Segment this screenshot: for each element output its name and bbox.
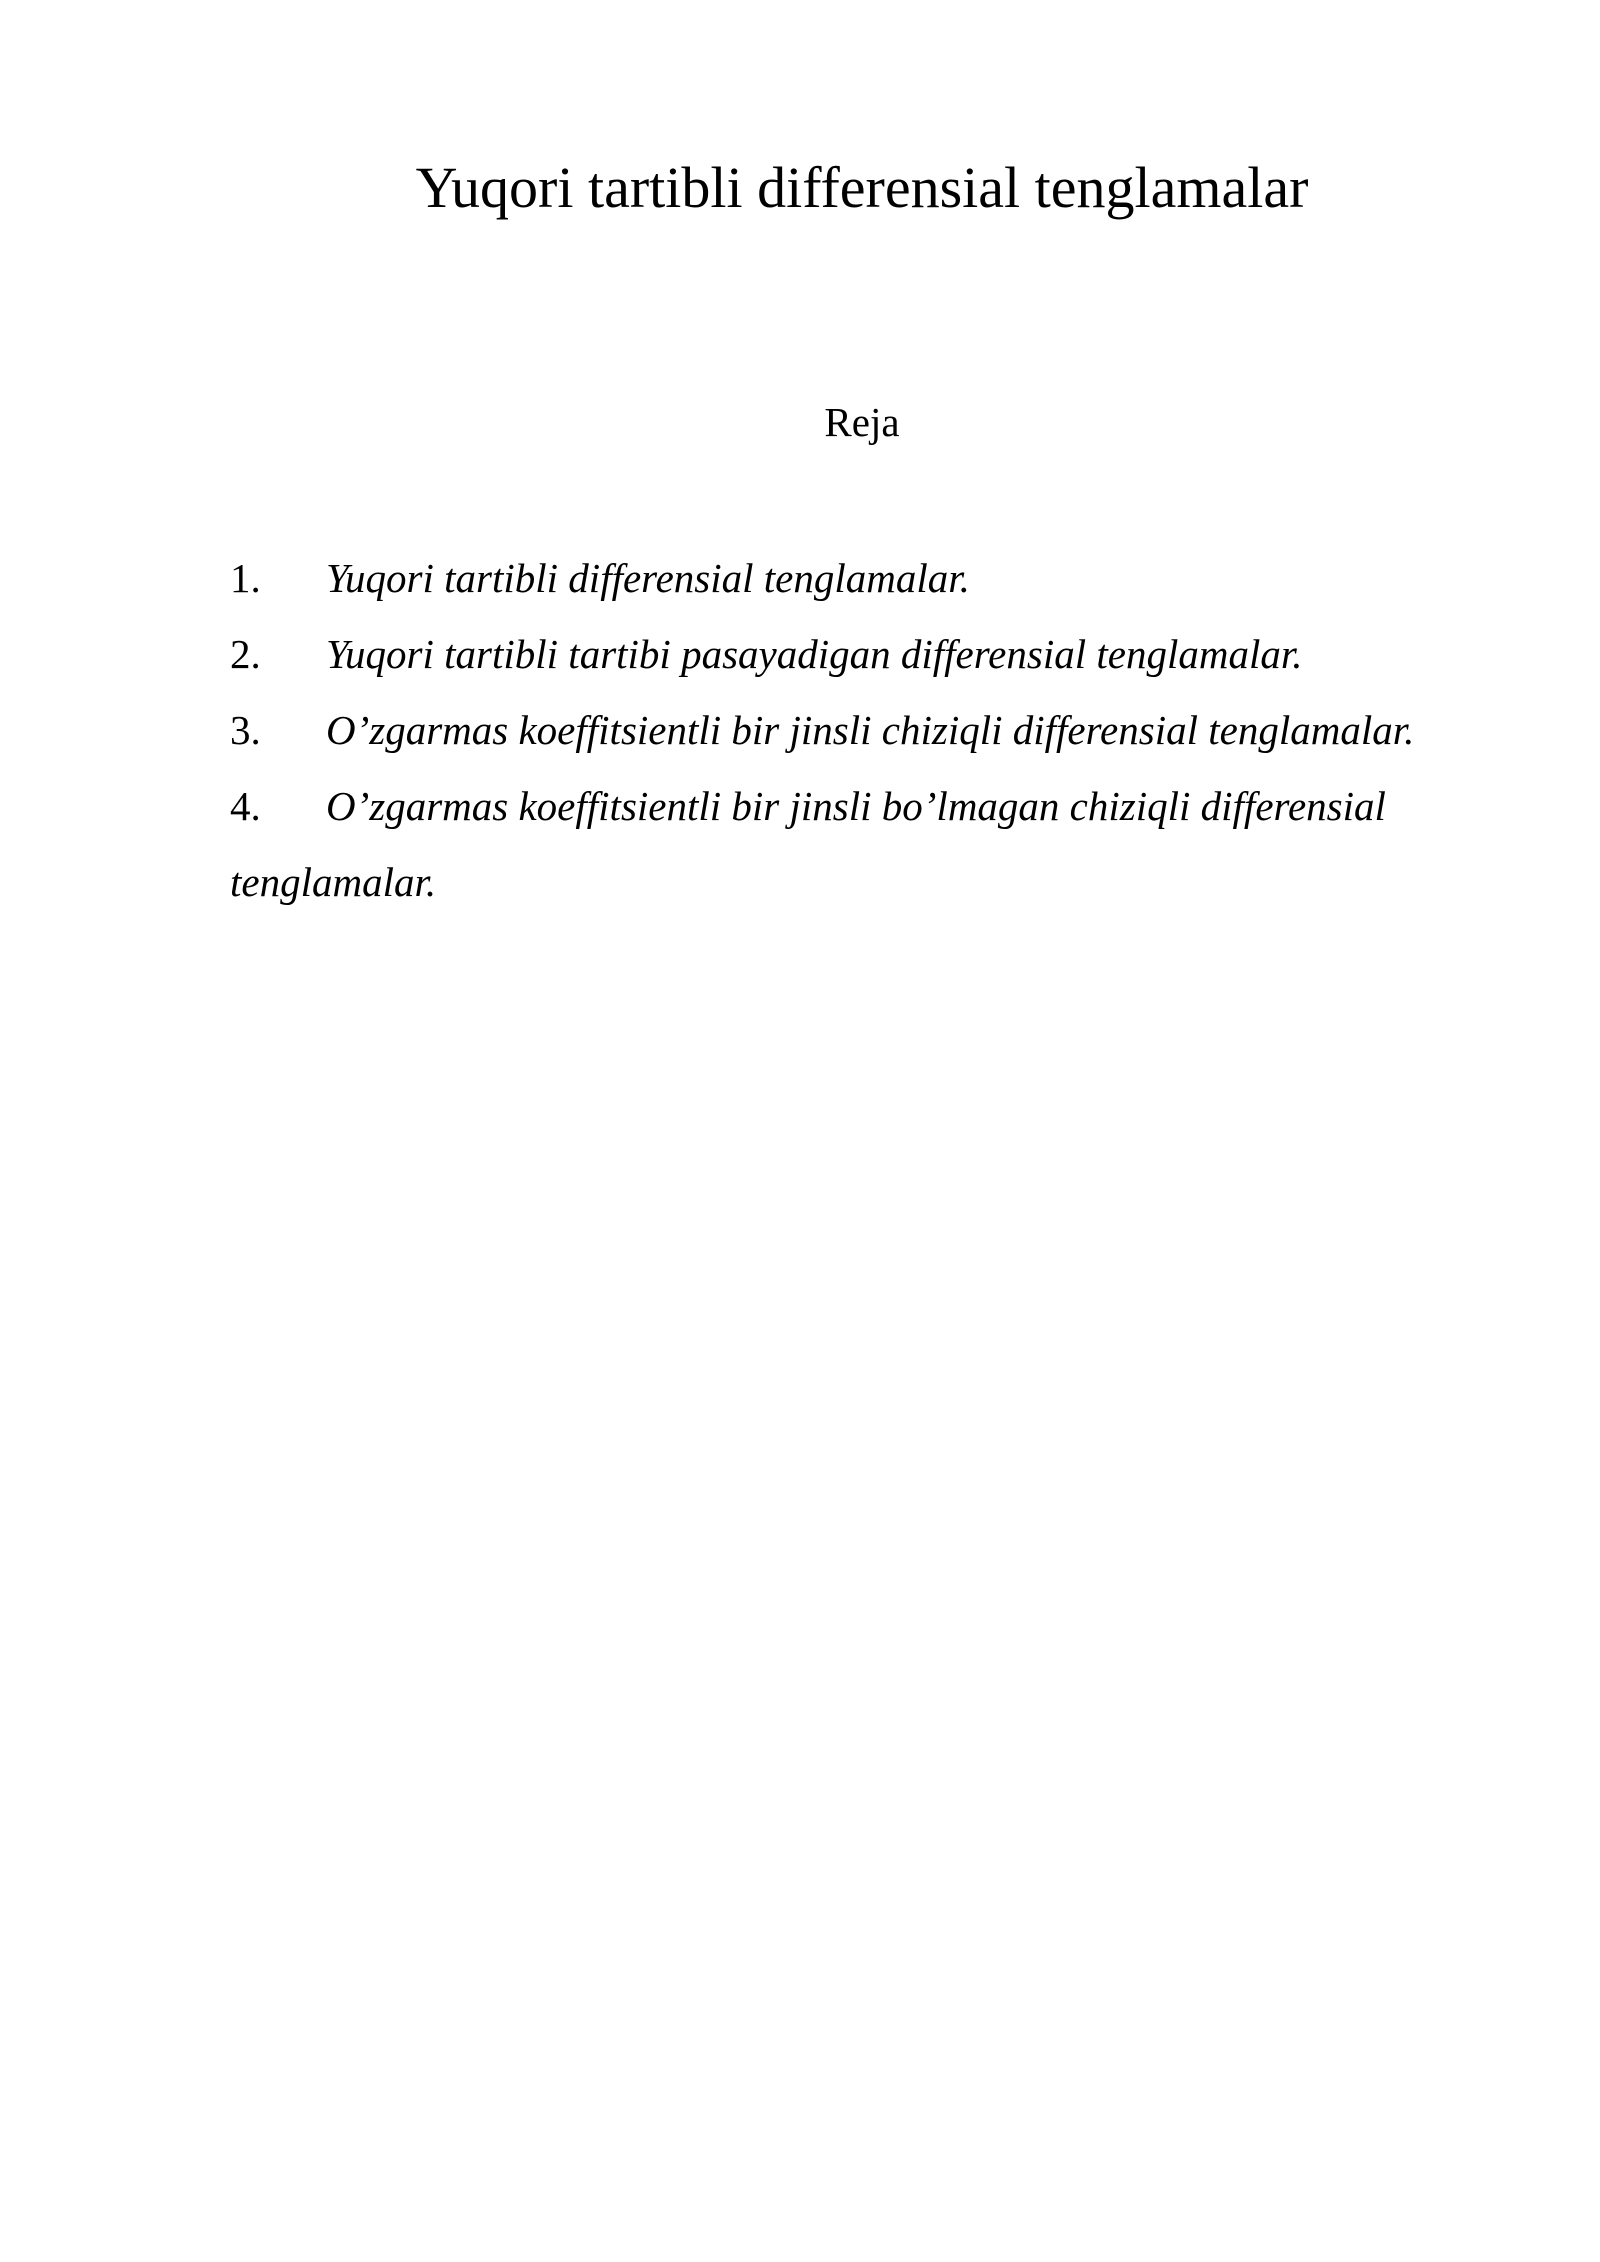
plan-item-number: 2. bbox=[230, 631, 261, 677]
plan-item-4 bbox=[230, 768, 1530, 920]
page-title: Yuqori tartibli differensial tenglamalar bbox=[415, 155, 1309, 220]
plan-item-number: 1. bbox=[230, 555, 261, 601]
plan-item-1 bbox=[230, 540, 1530, 616]
plan-heading: Reja bbox=[824, 399, 900, 445]
plan-item-text: O’zgarmas koeffitsientli bir jinsli bo’lmagan chiziqli differensial tenglamalar. bbox=[230, 783, 1386, 905]
plan-item-number: 3. bbox=[230, 707, 261, 753]
plan-item-text: Yuqori tartibli differensial tenglamalar. bbox=[326, 555, 970, 601]
plan-item-2 bbox=[230, 616, 1530, 692]
plan-item-3 bbox=[230, 692, 1530, 768]
plan-item-text: Yuqori tartibli tartibi pasayadigan differensial tenglamalar. bbox=[326, 631, 1303, 677]
plan-item-text: O’zgarmas koeffitsientli bir jinsli chiziqli differensial tenglamalar. bbox=[326, 707, 1415, 753]
plan-list bbox=[230, 540, 1530, 920]
plan-item-number: 4. bbox=[230, 783, 261, 829]
